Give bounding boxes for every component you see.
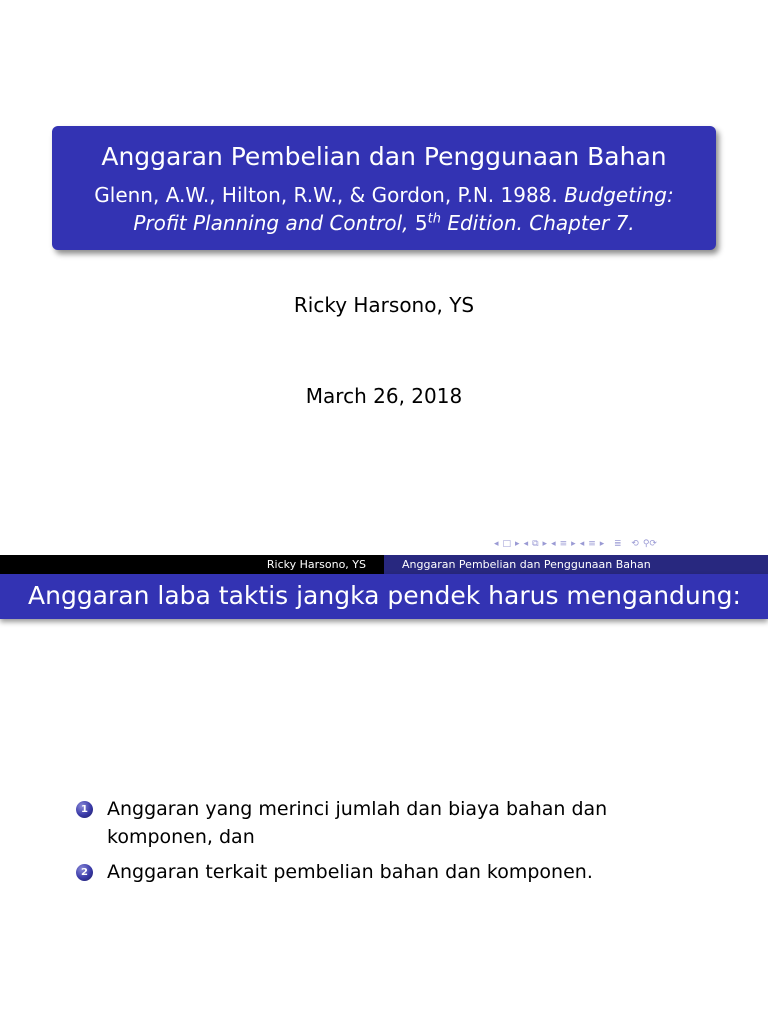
frame-title-bar	[0, 574, 768, 619]
nav-prev-arrow[interactable]: ◂	[494, 539, 499, 549]
back-forward-icon[interactable]: ⟲	[625, 539, 639, 549]
subsection-icon[interactable]: ⧉	[532, 539, 539, 549]
nav-next-arrow[interactable]: ▸	[599, 539, 605, 549]
list-item	[76, 858, 696, 886]
subtitle-edition-number: 5	[414, 211, 428, 235]
subtitle-edition-sup: th	[427, 211, 441, 227]
slide-footline	[0, 555, 768, 574]
section-icon[interactable]: ≡	[588, 539, 596, 549]
list-item-text: Anggaran terkait pembelian bahan dan komponen.	[107, 861, 593, 883]
enumeration-ball-icon: 1	[76, 801, 93, 818]
enumerated-list	[76, 795, 696, 893]
nav-prev-arrow[interactable]: ◂	[579, 539, 585, 549]
list-item	[76, 795, 696, 851]
presentation-subtitle	[0, 181, 768, 237]
footline-author: Ricky Harsono, YS	[0, 555, 384, 574]
nav-prev-arrow[interactable]: ◂	[551, 539, 556, 549]
nav-next-arrow[interactable]: ▸	[515, 539, 520, 549]
subtitle-book-title-start: Budgeting:	[564, 183, 674, 207]
frame-icon[interactable]: □	[502, 539, 512, 549]
nav-next-arrow[interactable]: ▸	[542, 539, 548, 549]
align-icon[interactable]: ≣	[608, 539, 622, 549]
frame-title: Anggaran laba taktis jangka pendek harus mengandung:	[28, 581, 741, 610]
subtitle-line-2	[0, 209, 768, 237]
subtitle-citation: Glenn, A.W., Hilton, R.W., & Gordon, P.N. 1988.	[94, 183, 565, 207]
enumeration-ball-icon: 2	[76, 864, 93, 881]
presentation-author: Ricky Harsono, YS	[293, 293, 475, 317]
nav-prev-arrow[interactable]: ◂	[523, 539, 529, 549]
beamer-navigation-bar	[494, 537, 764, 551]
presentation-date: March 26, 2018	[305, 384, 463, 408]
list-item-text: Anggaran yang merinci jumlah dan biaya bahan dan komponen, dan	[107, 798, 608, 848]
subtitle-edition-chapter: Edition. Chapter 7.	[447, 211, 635, 235]
section-icon[interactable]: ≡	[559, 539, 568, 549]
footline-title: Anggaran Pembelian dan Penggunaan Bahan	[384, 555, 768, 574]
subtitle-book-title-end: Profit Planning and Control,	[133, 211, 409, 235]
subtitle-line-1	[0, 181, 768, 209]
search-icon[interactable]: ⚲⟳	[642, 539, 657, 549]
nav-next-arrow[interactable]: ▸	[571, 539, 576, 549]
presentation-title: Anggaran Pembelian dan Penggunaan Bahan	[101, 142, 667, 171]
